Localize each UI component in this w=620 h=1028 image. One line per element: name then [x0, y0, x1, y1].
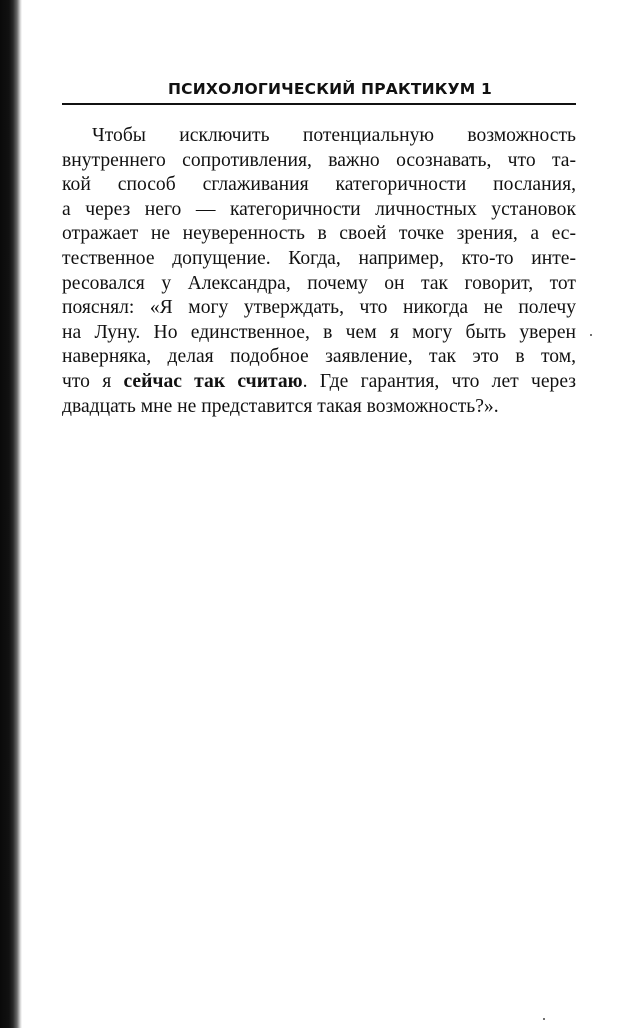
- binding-edge-shadow: [0, 0, 22, 1028]
- text-line: внутреннего сопротивления, важно осознавать, что та-: [62, 149, 576, 171]
- text-line: на Луну. Но единственное, в чем я могу быть уверен: [62, 321, 576, 343]
- scan-speck: [543, 1018, 545, 1020]
- text-line: пояснял: «Я могу утверждать, что никогда не полечу: [62, 297, 576, 319]
- text-line-last: двадцать мне не представится такая возможность?».: [62, 395, 499, 417]
- line-text-after-bold: . Где гарантия, что лет через: [302, 370, 576, 392]
- body-paragraph: [62, 124, 576, 419]
- text-line: Чтобы исключить потенциальную возможность: [92, 125, 576, 146]
- text-line: кой способ сглаживания категоричности послания,: [62, 174, 576, 196]
- scan-speck: [590, 334, 592, 336]
- text-line: отражает не неуверенность в своей точке зрения, а ес-: [62, 223, 576, 245]
- text-line-with-bold: [62, 370, 576, 395]
- header-rule: [62, 103, 576, 105]
- text-line: а через него — категоричности личностных установок: [62, 198, 576, 220]
- text-line: наверняка, делая подобное заявление, так это в том,: [62, 346, 576, 368]
- line-text-before-bold: что я: [62, 370, 124, 392]
- text-line: ресовался у Александра, почему он так говорит, тот: [62, 272, 576, 294]
- bold-phrase: сейчас так считаю: [123, 370, 303, 392]
- running-header-title: ПСИХОЛОГИЧЕСКИЙ ПРАКТИКУМ 1: [168, 80, 493, 98]
- text-line: тественное допущение. Когда, например, кто-то инте-: [62, 247, 576, 269]
